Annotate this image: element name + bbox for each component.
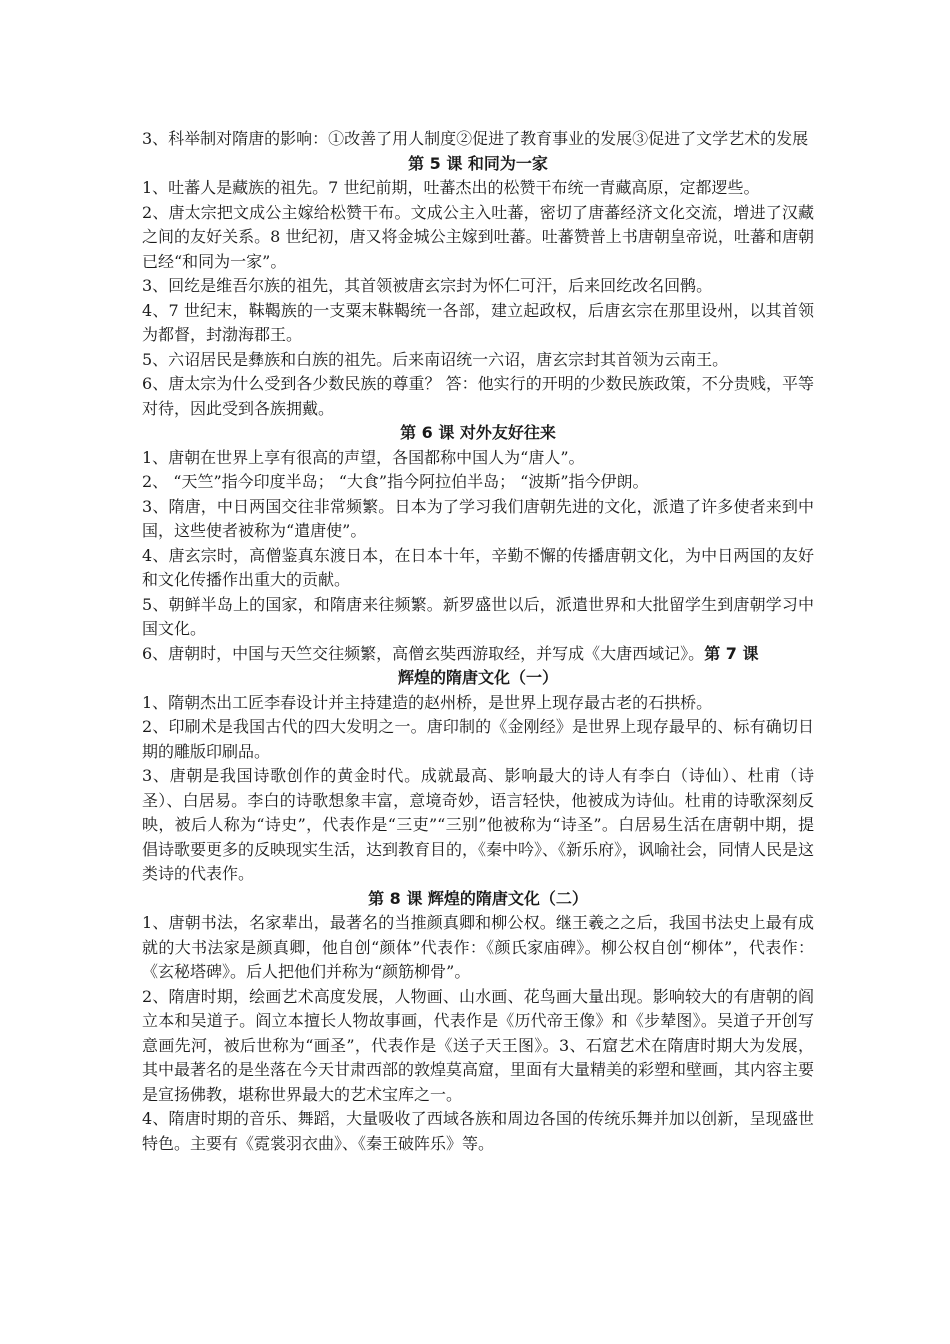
paragraph: 4、隋唐时期的音乐、舞蹈，大量吸收了西域各族和周边各国的传统乐舞并加以创新，呈现盛世特色。主要有《霓裳羽衣曲》、《秦王破阵乐》等。 (142, 1109, 814, 1153)
paragraph: 3、隋唐，中日两国交往非常频繁。日本为了学习我们唐朝先进的文化，派遣了许多使者来到中国，这些使者被称为“遣唐使”。 (142, 496, 814, 540)
lesson-heading: 第 8 课 辉煌的隋唐文化（二） (368, 888, 588, 908)
lesson-heading: 辉煌的隋唐文化（一） (397, 668, 558, 687)
paragraph: 3、唐朝是我国诗歌创作的黄金时代。成就最高、影响最大的诗人有李白（诗仙）、杜甫（诗圣）、白居易。李白的诗歌想象丰富，意境奇妙，语言轻快，他被成为诗仙。杜甫的诗歌深刻反映，被后人称为“诗史”，代表作是“三吏”“三别”他被称为“诗圣”。白居易生活在唐朝中期，提倡诗歌要更多的反映现实生活，达到教育目的，《秦中吟》、《新乐府》，讽喻社会，同情人民是这类诗的代表作。 (142, 766, 815, 883)
paragraph: 5、朝鲜半岛上的国家，和隋唐来往频繁。新罗盛世以后，派遣世界和大批留学生到唐朝学习中国文化。 (142, 594, 814, 638)
paragraph-text: 6、唐朝时，中国与天竺交往频繁，高僧玄奘西游取经，并写成《大唐西域记》。 (142, 643, 705, 663)
document-page (142, 127, 814, 1156)
paragraph: 5、六诏居民是彝族和白族的祖先。后来南诏统一六诏，唐玄宗封其首领为云南王。 (142, 349, 729, 369)
lesson-heading-inline: 第 7 课 (704, 643, 759, 663)
paragraph: 1、唐朝在世界上享有很高的声望，各国都称中国人为“唐人”。 (142, 447, 585, 467)
paragraph: 1、吐蕃人是藏族的祖先。7 世纪前期，吐蕃杰出的松赞干布统一青藏高原，定都逻些。 (142, 178, 760, 197)
paragraph: 6、唐太宗为什么受到各少数民族的尊重？ 答：他实行的开明的少数民族政策，不分贵贱，平等对待，因此受到各族拥戴。 (142, 374, 814, 418)
paragraph: 2、 “天竺”指今印度半岛； “大食”指今阿拉伯半岛； “波斯”指今伊朗。 (142, 472, 649, 491)
paragraph: 2、隋唐时期，绘画艺术高度发展，人物画、山水画、花鸟画大量出现。影响较大的有唐朝的阎立本和吴道子。阎立本擅长人物故事画，代表作是《历代帝王像》和《步辇图》。吴道子开创写意画先河，被后世称为“画圣”，代表作是《送子天王图》。3、石窟艺术在隋唐时期大为发展，其中最著名的是坐落在今天甘肃西部的敦煌莫高窟，里面有大量精美的彩塑和壁画，其内容主要是宣扬佛教，堪称世界最大的艺术宝库之一。 (142, 986, 815, 1104)
paragraph: 4、7 世纪末，靺鞨族的一支粟末靺鞨统一各部，建立起政权，后唐玄宗在那里设州，以其首领为都督，封渤海郡王。 (142, 300, 814, 344)
paragraph: 2、唐太宗把文成公主嫁给松赞干布。文成公主入吐蕃，密切了唐蕃经济文化交流，增进了汉藏之间的友好关系。8 世纪初，唐又将金城公主嫁到吐蕃。吐蕃赞普上书唐朝皇帝说，吐蕃和唐朝已经“和同为一家”。 (142, 202, 814, 271)
paragraph: 2、印刷术是我国古代的四大发明之一。唐印制的《金刚经》是世界上现存最早的、标有确切日期的雕版印刷品。 (142, 717, 814, 761)
paragraph: 4、唐玄宗时，高僧鉴真东渡日本，在日本十年，辛勤不懈的传播唐朝文化，为中日两国的友好和文化传播作出重大的贡献。 (142, 545, 814, 589)
paragraph (142, 642, 814, 667)
lesson-heading: 第 6 课 对外友好往来 (400, 423, 556, 442)
lesson-heading: 第 5 课 和同为一家 (408, 153, 548, 173)
paragraph: 3、回纥是维吾尔族的祖先，其首领被唐玄宗封为怀仁可汗，后来回纥改名回鹘。 (142, 276, 713, 295)
paragraph: 1、隋朝杰出工匠李春设计并主持建造的赵州桥，是世界上现存最古老的石拱桥。 (142, 692, 713, 712)
paragraph: 3、科举制对隋唐的影响：①改善了用人制度②促进了教育事业的发展③促进了文学艺术的发展 (142, 129, 809, 148)
paragraph: 1、唐朝书法，名家辈出，最著名的当推颜真卿和柳公权。继王羲之之后，我国书法史上最有成就的大书法家是颜真卿，他自创“颜体”代表作：《颜氏家庙碑》。柳公权自创“柳体”，代表作：《玄秘塔碑》。后人把他们并称为“颜筋柳骨”。 (142, 913, 814, 981)
